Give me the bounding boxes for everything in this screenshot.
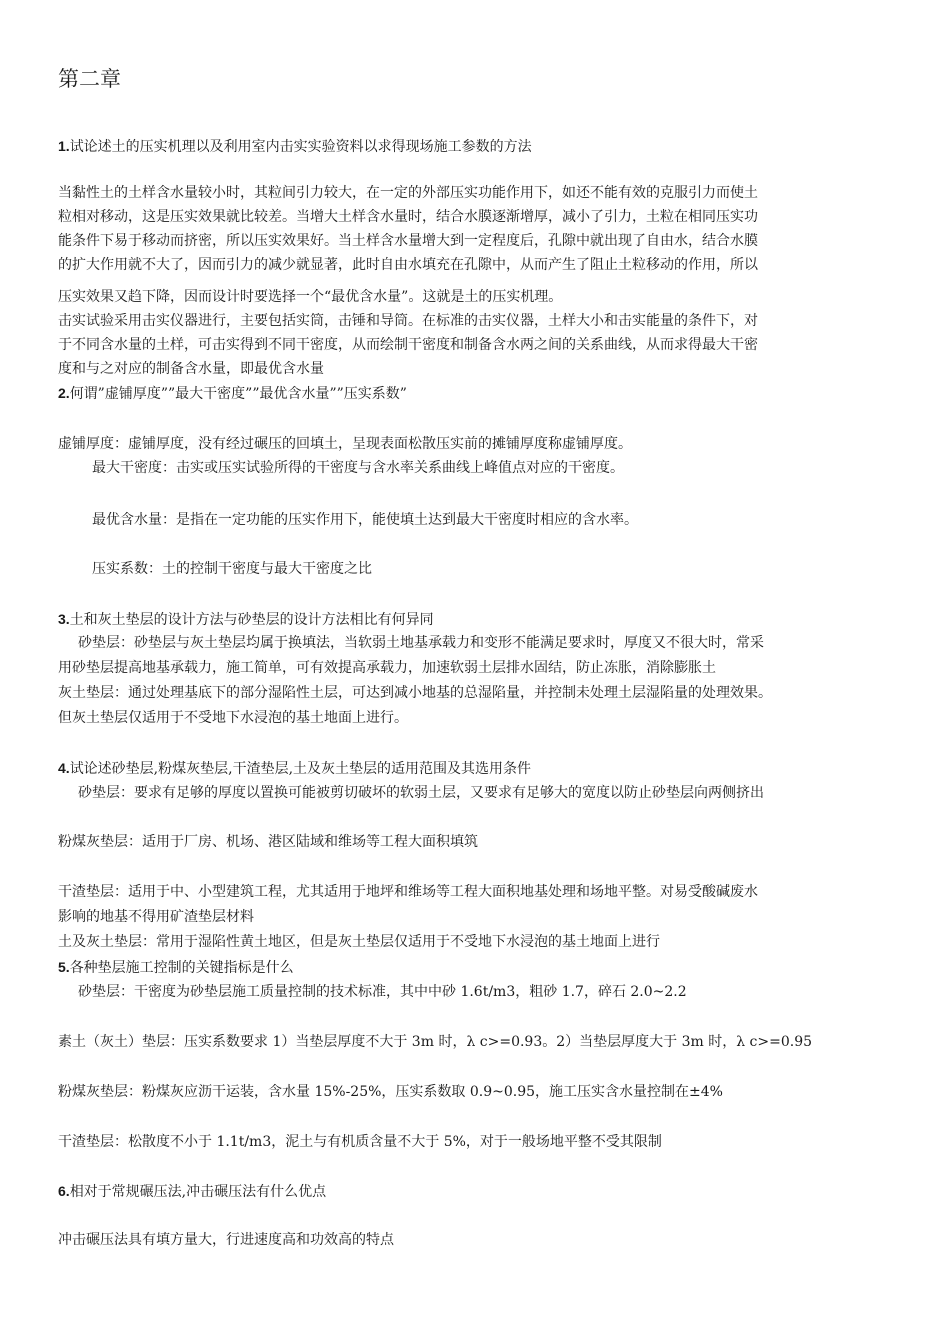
answer-line: 于不同含水量的土样，可击实得到不同干密度，从而绘制干密度和制备含水两之间的关系曲线，从而求得最大干密 xyxy=(58,337,758,353)
answer-line: 用砂垫层提高地基承载力，施工简单，可有效提高承载力，加速软弱土层排水固结，防止冻胀，消除膨胀土 xyxy=(58,660,716,676)
answer-line: 虚铺厚度：虚铺厚度，没有经过碾压的回填土，呈现表面松散压实前的摊铺厚度称虚铺厚度。 xyxy=(58,436,632,452)
question-number: 6. xyxy=(58,1183,70,1199)
answer-line: 击实试验采用击实仪器进行，主要包括实筒，击锤和导筒。在标准的击实仪器，土样大小和击实能量的条件下，对 xyxy=(58,313,758,329)
answer-line: 粉煤灰垫层：粉煤灰应沥干运装，含水量 15%-25%，压实系数取 0.9~0.95，施工压实含水量控制在±4% xyxy=(58,1084,723,1100)
answer-line: 素土（灰土）垫层：压实系数要求 1）当垫层厚度不大于 3m 时，λ c>=0.93。2）当垫层厚度大于 3m 时，λ c>=0.95 xyxy=(58,1034,813,1050)
question-number: 5. xyxy=(58,959,70,975)
question-1-heading xyxy=(58,136,898,157)
answer-line: 冲击碾压法具有填方量大，行进速度高和功效高的特点 xyxy=(58,1232,394,1248)
answer-line: 粉煤灰垫层：适用于厂房、机场、港区陆域和维场等工程大面积填筑 xyxy=(58,834,478,850)
answer-line: 灰土垫层：通过处理基底下的部分湿陷性土层，可达到减小地基的总湿陷量，并控制未处理土层湿陷量的处理效果。 xyxy=(58,685,772,701)
answer-line: 土及灰土垫层：常用于湿陷性黄土地区，但是灰土垫层仅适用于不受地下水浸泡的基土地面上进行 xyxy=(58,934,660,950)
answer-line: 当黏性土的土样含水量较小时，其粒间引力较大，在一定的外部压实功能作用下，如还不能有效的克服引力而使土 xyxy=(58,185,758,201)
question-number: 3. xyxy=(58,611,70,627)
question-text: 何谓”虚铺厚度””最大干密度””最优含水量””压实系数” xyxy=(69,386,407,402)
answer-line: 最优含水量：是指在一定功能的压实作用下，能使填土达到最大干密度时相应的含水率。 xyxy=(92,512,638,528)
answer-line: 压实系数：土的控制干密度与最大干密度之比 xyxy=(92,561,372,577)
answer-line: 压实效果又趋下降，因而设计时要选择一个“最优含水量”。这就是土的压实机理。 xyxy=(58,289,563,305)
answer-line: 砂垫层：要求有足够的厚度以置换可能被剪切破坏的软弱土层，又要求有足够大的宽度以防止砂垫层向两侧挤出 xyxy=(78,785,764,801)
answer-line: 影响的地基不得用矿渣垫层材料 xyxy=(58,909,254,925)
answer-line: 干渣垫层：松散度不小于 1.1t/m3，泥土与有机质含量不大于 5%，对于一般场地平整不受其限制 xyxy=(58,1134,662,1150)
answer-line: 但灰土垫层仅适用于不受地下水浸泡的基土地面上进行。 xyxy=(58,710,408,726)
answer-line: 干渣垫层：适用于中、小型建筑工程，尤其适用于地坪和维场等工程大面积地基处理和场地平整。对易受酸碱废水 xyxy=(58,884,758,900)
question-6-heading xyxy=(58,1181,898,1202)
question-3-heading xyxy=(58,609,898,630)
question-text: 土和灰土垫层的设计方法与砂垫层的设计方法相比有何异同 xyxy=(69,612,434,628)
answer-line: 砂垫层：干密度为砂垫层施工质量控制的技术标准，其中中砂 1.6t/m3，粗砂 1.7，碎石 2.0~2.2 xyxy=(78,984,687,1000)
answer-line: 砂垫层：砂垫层与灰土垫层均属于换填法，当软弱土地基承载力和变形不能满足要求时，厚度又不很大时，常采 xyxy=(78,635,764,651)
question-text: 试论述土的压实机理以及利用室内击实实验资料以求得现场施工参数的方法 xyxy=(69,139,532,155)
question-4-heading xyxy=(58,758,898,779)
answer-line: 度和与之对应的制备含水量，即最优含水量 xyxy=(58,361,324,377)
question-text: 试论述砂垫层,粉煤灰垫层,干渣垫层,土及灰土垫层的适用范围及其选用条件 xyxy=(69,761,532,777)
answer-line: 粒相对移动，这是压实效果就比较差。当增大土样含水量时，结合水膜逐渐增厚，减小了引力，土粒在相同压实功 xyxy=(58,209,758,225)
question-number: 1. xyxy=(58,138,70,154)
question-number: 2. xyxy=(58,385,70,401)
answer-line: 的扩大作用就不大了，因而引力的减少就显著，此时自由水填充在孔隙中，从而产生了阻止土粒移动的作用，所以 xyxy=(58,257,758,273)
question-5-heading xyxy=(58,957,898,978)
answer-line: 最大干密度：击实或压实试验所得的干密度与含水率关系曲线上峰值点对应的干密度。 xyxy=(92,460,624,476)
chapter-title: 第二章 xyxy=(58,67,121,91)
answer-line: 能条件下易于移动而挤密，所以压实效果好。当土样含水量增大到一定程度后，孔隙中就出现了自由水，结合水膜 xyxy=(58,233,758,249)
question-number: 4. xyxy=(58,760,70,776)
question-text: 各种垫层施工控制的关键指标是什么 xyxy=(69,960,294,976)
question-2-heading xyxy=(58,383,898,404)
question-text: 相对于常规碾压法,冲击碾压法有什么优点 xyxy=(69,1184,327,1200)
